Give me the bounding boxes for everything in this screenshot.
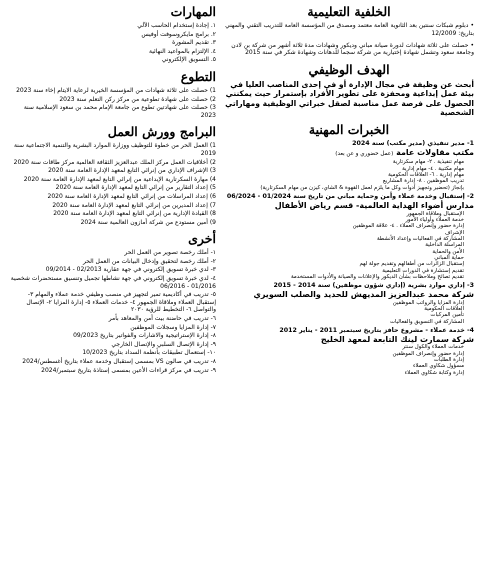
other-item: ١٠- إستعمال تطبيقات بأنظمة السداد بتاريخ 10/2023	[82, 349, 216, 357]
job-task: تقديم تصائح وملاحظات بشأن الديكور والإعلانات والصيانة والأدوات المستخدمة	[290, 273, 464, 280]
job-task: خدمات العملاء والكول سنتر	[402, 344, 464, 351]
job-entry	[224, 140, 474, 191]
objective-text: أبحث عن وظيفة في مجال الإدارة أو في إحدى المناصب العليا في بيئة عمل إبداعية ومحفزة على تطوير الأفراد بإستمرار حيث يمكنني الحصول على فرصة عمل مناسبة لصقل خبراتي الوظيفية ومهاراتي الشخصية	[225, 80, 474, 117]
education-heading: الخلفية التعليمية	[307, 4, 391, 19]
skills-section	[10, 4, 216, 67]
job-task: مسؤول شكاوي العملاء	[413, 363, 464, 370]
job-company-name: شركة سمارت لينك التابعة لمعهد الخليج	[320, 334, 474, 344]
objective-section	[224, 62, 474, 120]
job-task: تدريب الموظفين . ٨- إدارة المشاريع	[382, 178, 464, 185]
volunteer-item: 3) حصلت على شهادتين تطوع من جامعة الإمام محمد بن سعود الإسلامية سنة 2023	[23, 104, 216, 119]
program-item: 4) مهارة السكرتارية الإبداعية من إنرائي التابع لمعهد الإدارة العامة سنة 2020	[23, 175, 216, 183]
skill-item: ٣. تقديم المشورة	[172, 39, 216, 47]
other-item: ٦- تدريب في حاضنة بيت أمن والمعاهد بأمر	[108, 315, 216, 323]
job-task: إدارة الطلبات	[433, 357, 464, 364]
skill-item: ٥. التسويق الإلكتروني	[161, 56, 216, 64]
education-item: • حصلت على ثلاثة شهادات لدورة صيانة مباني وديكور وشهادات مدة ثلاثة أشهر من شركة بن لادن وجامعة سعود وتشمل شهادة إختيارية من شركة سجما للدهانات وشهادة شكر في سنة 2015	[224, 42, 474, 58]
other-item: ٩- تدريب في مركز قراءات الأعين بمسمى إستاذة بتاريخ سبتمبر/2024	[41, 366, 216, 374]
experience-heading: الخبرات المهنية	[308, 122, 390, 137]
job-task-list	[224, 211, 474, 281]
skill-item: ٤. الإلتزام بالمواعيد النهائية	[149, 47, 216, 55]
job-title: 1- مدير تنفيذي (مدير مكتب) سنة 2024	[352, 140, 474, 147]
job-task: خدمة العملاء وأولياء الأمور	[405, 216, 464, 223]
job-task: الإستقبال وملاقاة الجمهور	[406, 210, 464, 217]
job-task: بإنجاز (تحضير وتجهيز أدوات وكل ما يلزم لعمل القهوة & الشاي، كيزن من مهام السكرتارية)	[260, 184, 464, 191]
other-item: ٩- إدارة الإتصال السلبي والإتصال الخارجي	[111, 340, 216, 348]
other-item: ٤- لدي خبرة تسويق إلكتروني في جهة نشاطها تجميل وتنسيق مستحضرات شخصية 01/2016 - 06/2016	[10, 275, 216, 290]
job-task: المراسلة الداخلية	[425, 242, 464, 249]
job-task: تأمين المركبات	[430, 312, 464, 319]
skills-list	[10, 22, 216, 64]
job-task-list	[224, 159, 474, 191]
education-list	[224, 22, 474, 57]
job-company-name: شركة محمد عبدالعزيز المديهش للحديد والصلب السويري	[253, 290, 474, 300]
other-item: ٥- تدريب في أكاديمية تمير لتجهيز في منصب وظيفي خدمة عملاء والمهام ٣- إستقبال العملاء وملاقاة الجمهور ٤- خدمات العملاء ٥- إدارة المزايا ٢- الإتصال والتواصل ٦- التخطيط للرؤية ٢٠٣٠	[26, 291, 216, 314]
program-item: 7) إعداد المديرين من إنرائي التابع لمعهد الإدارة العامة سنة 2020	[52, 201, 216, 209]
job-task: المشاركة في التسويق والفعاليات	[389, 318, 464, 325]
skills-heading: المهارات	[170, 4, 216, 19]
job-company	[224, 201, 474, 211]
job-entry	[224, 282, 474, 325]
other-item: ٨- إدارة الإستراتيجية والاشارات والفواتير بتاريخ 09/2023	[73, 332, 216, 340]
skill-item: ١. إجادة إستخدام الحاسب الآلي	[137, 22, 216, 29]
program-item: 1) العمل الحر من خطوة للتوظيف ووزارة الموارد البشرية والتنمية الاجتماعية سنة 2019	[13, 142, 216, 157]
job-task-list	[224, 344, 474, 376]
programs-heading: البرامج وورش العمل	[107, 124, 216, 140]
other-item: ٢- أملك رخصة لتحقيق وإدخال البيانات من العمل الحر	[82, 257, 216, 265]
other-list	[10, 249, 216, 374]
other-section	[10, 231, 216, 377]
volunteer-item: 2) حصلت على شهادة تطوعية من مركز ركن التعلم سنة 2023	[59, 95, 216, 103]
job-company-name: مكتب مقاولات عامة	[396, 147, 474, 157]
job-company	[224, 290, 474, 300]
objective-heading: الهدف الوظيفي	[308, 62, 390, 78]
job-task: الأمن والحماية	[432, 248, 464, 255]
program-item: 8) القيادة الإدارية من إنرائي التابع لمعهد الإدارة العامة سنة 2020	[53, 210, 216, 218]
other-item: ٧- إدارة المزايا وسجلات الموظفين	[130, 323, 216, 331]
job-task: تقديم إستشارة في الدورات التعليمية	[382, 267, 464, 274]
job-title: 4- خدمة عملاء - مشروع حافز بتاريخ سبتمبر 2011 - يناير 2012	[279, 327, 474, 335]
volunteer-item: 1) حصلت على ثلاثة شهادات من المؤسسة الخيرية لرعاية الايتام إخاء سنة 2023	[16, 86, 216, 94]
other-heading: أخرى	[188, 231, 216, 247]
job-task: المشاركة في الفعاليات وإعداد الأنشطة	[376, 235, 464, 242]
job-task: إدارة حضور وإنصراف العملاء . ٤- علاقة الموظفين	[352, 223, 464, 230]
job-entry	[224, 327, 474, 376]
experience-section	[224, 122, 474, 378]
volunteer-section	[10, 69, 216, 122]
job-task: العلاقات الحكومية	[424, 306, 464, 313]
job-entry	[224, 193, 474, 280]
job-task: مهام تنفيذية . ٢- مهام سكرتارية	[392, 159, 464, 166]
job-company	[224, 335, 474, 345]
job-task: مهام مكتبية . ٤- مهام إدارية	[402, 165, 464, 172]
job-title: 3- إداري موارد بشرية (إداري شؤون موظفين) سنة 2014 - 2015	[273, 282, 474, 290]
main-column	[224, 4, 474, 581]
job-task: إستقبال الزائرات من أطفالهم وتقديم جولة لهم	[359, 261, 464, 268]
job-task: إدارة حضور وإنصراف الموظفين	[392, 350, 464, 357]
other-item: ٣- لدي خبرة تسويق إلكتروني في جهة عقارية 02/2013 - 09/2014	[45, 266, 216, 274]
education-item: • دبلوم شبكات سنتين بعد الثانوية العامة معتمد ومصدق من المؤسسة العامة للتدريب التقني والمهني بتاريخ: 12/2009	[224, 22, 474, 38]
program-item: 6) إعداد المراسلات من إنرائي التابع لمعهد الإدارة العامة سنة 2020	[47, 192, 216, 200]
programs-list	[10, 142, 216, 226]
program-item: 5) إعداد التقارير من إنرائي التابع لمعهد الإدارة العامة سنة 2020	[55, 184, 216, 192]
job-company-name: مدارس أضواء الهداية العالمية- قسم رياض الأطفال	[274, 200, 474, 210]
job-task: إدارة المزايا والرواتب الموظفين	[392, 299, 464, 306]
job-task: مهام إدارية . ٦- العلاقات الحكومية	[388, 172, 464, 179]
other-item: ٨- تدريب في صالون VS بمسمى إستقبال وخدمة عملاء بتاريخ أغسطس/2024	[22, 358, 216, 365]
program-item: 2) أخلاقيات العمل مركز الملك عبدالعزيز الثقافة العالمية مركز طاقات سنة 2020	[13, 158, 216, 166]
skill-item: ٢. برامج مايكروسوفت أوفيس	[141, 30, 216, 38]
job-task: إدارة وكتابة شكاوي العملاء	[404, 369, 464, 376]
education-section	[224, 4, 474, 60]
job-task: الإشراف	[444, 229, 464, 236]
job-task-list	[224, 300, 474, 325]
program-item: 3) الإشراف الإداري من إنرائي التابع لمعهد الإدارة العامة سنة 2020	[48, 167, 216, 175]
other-item: ١- أملك رخصة تصوير من العمل الحر	[124, 249, 216, 257]
program-item: 9) أمين مستودع من شركة أمازون العالمية سنة 2024	[80, 218, 216, 226]
programs-section	[10, 124, 216, 229]
volunteer-heading: التطوع	[180, 68, 216, 84]
side-column	[10, 4, 216, 581]
job-company	[224, 148, 474, 160]
job-task: حماية المباني	[434, 254, 464, 261]
job-company-note: (عمل حضوري و عن بعد)	[335, 150, 394, 157]
volunteer-list	[10, 87, 216, 119]
job-title: 2- إستقبال وخدمة عملاء وأمن وحماية مباني من تاريخ سنة 01/2024 - 06/2024	[226, 193, 474, 201]
